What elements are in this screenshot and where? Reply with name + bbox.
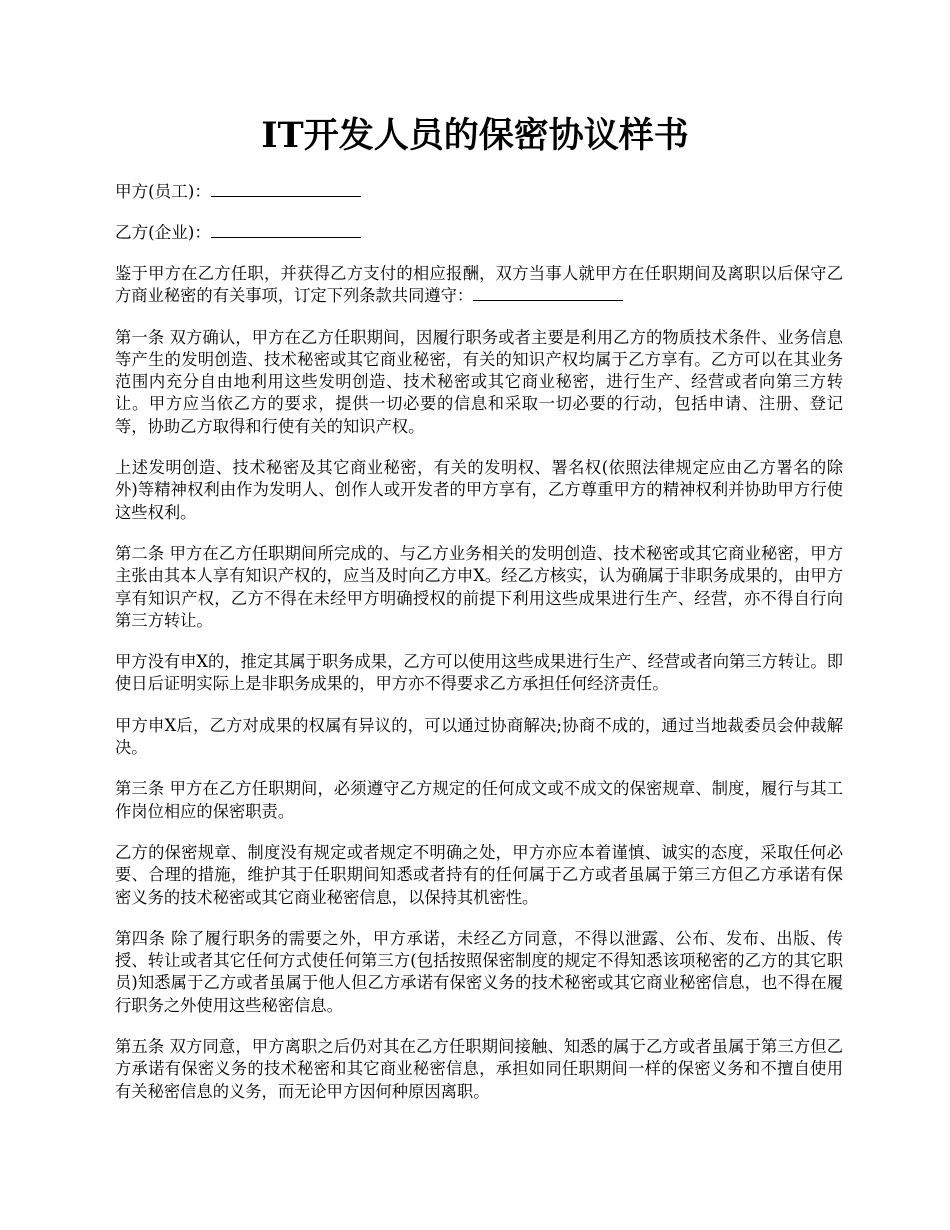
preamble-paragraph <box>115 263 843 308</box>
article-3-measures-paragraph: 乙方的保密规章、制度没有规定或者规定不明确之处，甲方亦应本着谨慎、诚实的态度，采取任何必要、合理的措施，维护其于任职期间知悉或者持有的任何属于乙方或者虽属于第三方但乙方承诺有保密义务的技术秘密或其它商业秘密信息，以保持其机密性。 <box>115 842 843 907</box>
preamble-blank <box>473 286 623 301</box>
party-b-line <box>115 222 843 244</box>
party-a-label: 甲方(员工)： <box>115 182 211 201</box>
document-title: IT开发人员的保密协议样书 <box>261 115 689 156</box>
article-3-paragraph: 第三条 甲方在乙方任职期间，必须遵守乙方规定的任何成文或不成文的保密规章、制度，履行与其工作岗位相应的保密职责。 <box>115 779 843 821</box>
party-b-blank <box>211 223 361 238</box>
article-1-rights-paragraph: 上述发明创造、技术秘密及其它商业秘密，有关的发明权、署名权(依照法律规定应由乙方署名的除外)等精神权利由作为发明人、创作人或开发者的甲方享有，乙方尊重甲方的精神权利并协助甲方行使这些权利。 <box>115 458 843 522</box>
party-a-blank <box>211 182 361 197</box>
document-body <box>115 181 843 1122</box>
party-a-line <box>115 181 843 203</box>
article-2-presumption-paragraph: 甲方没有申X的，推定其属于职务成果，乙方可以使用这些成果进行生产、经营或者向第三方转让。即使日后证明实际上是非职务成果的，甲方亦不得要求乙方承担任何经济责任。 <box>115 652 843 694</box>
article-5-paragraph: 第五条 双方同意，甲方离职之后仍对其在乙方任职期间接触、知悉的属于乙方或者虽属于第三方但乙方承诺有保密义务的技术秘密和其它商业秘密信息，承担如同任职期间一样的保密义务和不擅自使用有关秘密信息的义务，而无论甲方因何种原因离职。 <box>115 1037 843 1101</box>
article-1-paragraph: 第一条 双方确认，甲方在乙方任职期间，因履行职务或者主要是利用乙方的物质技术条件、业务信息等产生的发明创造、技术秘密或其它商业秘密，有关的知识产权均属于乙方享有。乙方可以在其业务范围内充分自由地利用这些发明创造、技术秘密或其它商业秘密，进行生产、经营或者向第三方转让。甲方应当依乙方的要求，提供一切必要的信息和采取一切必要的行动，包括申请、注册、登记等，协助乙方取得和行使有关的知识产权。 <box>115 327 843 436</box>
article-2-paragraph: 第二条 甲方在乙方任职期间所完成的、与乙方业务相关的发明创造、技术秘密或其它商业秘密，甲方主张由其本人享有知识产权的，应当及时向乙方申X。经乙方核实，认为确属于非职务成果的，由甲方享有知识产权，乙方不得在未经甲方明确授权的前提下利用这些成果进行生产、经营，亦不得自行向第三方转让。 <box>115 543 843 630</box>
party-b-label: 乙方(企业)： <box>115 223 211 242</box>
article-4-paragraph: 第四条 除了履行职务的需要之外，甲方承诺，未经乙方同意，不得以泄露、公布、发布、出版、传授、转让或者其它任何方式使任何第三方(包括按照保密制度的规定不得知悉该项秘密的乙方的其它职员)知悉属于乙方或者虽属于他人但乙方承诺有保密义务的技术秘密或其它商业秘密信息，也不得在履行职务之外使用这些秘密信息。 <box>115 928 843 1015</box>
article-2-dispute-paragraph: 甲方申X后，乙方对成果的权属有异议的，可以通过协商解决;协商不成的，通过当地裁委员会仲裁解决。 <box>115 715 843 758</box>
preamble-text: 鉴于甲方在乙方任职，并获得乙方支付的相应报酬，双方当事人就甲方在任职期间及离职以后保守乙方商业秘密的有关事项，订定下列条款共同遵守： <box>115 264 843 306</box>
